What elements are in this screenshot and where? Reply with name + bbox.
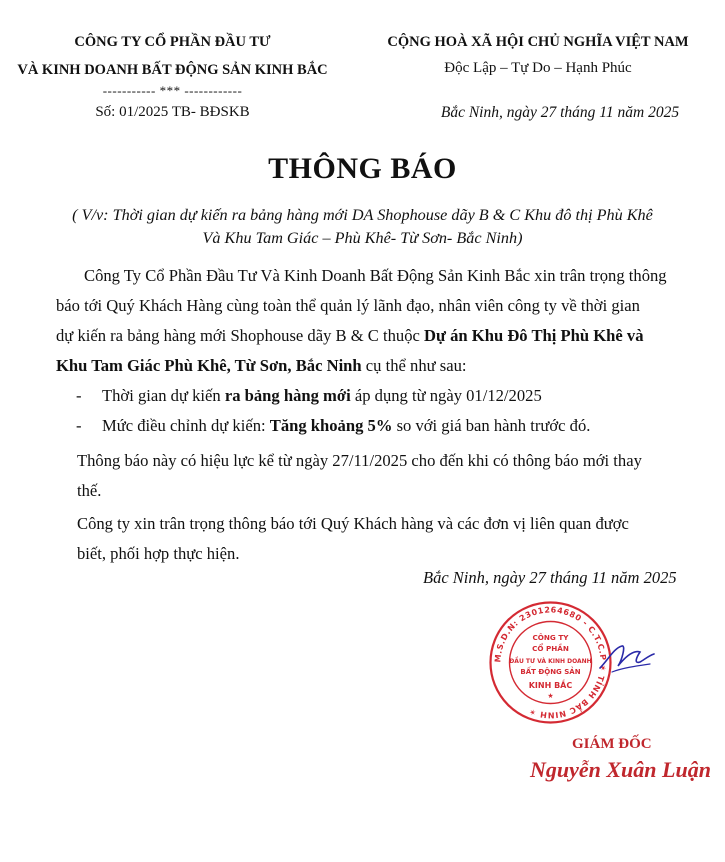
bullet-item-1 [102,381,542,411]
bullet1-text-c: áp dụng từ ngày 01/12/2025 [350,386,542,405]
intro-line4-text: cụ thể như sau: [361,356,467,375]
seal-ring-text: M.S.D.N: 2301264680 - C.T.C.P ✶ TỈNH BẮC NINH ✶ [493,605,608,720]
director-title: GIÁM ĐỐC [572,736,652,752]
bullet1-marker: - [76,386,82,405]
seal-line3: ĐẦU TƯ VÀ KINH DOANH [509,658,592,665]
intro-line4 [56,351,467,381]
bullet1-text-a: Thời gian dự kiến [102,386,225,405]
project-name-part1: Dự án Khu Đô Thị Phù Khê và [424,326,644,345]
intro-line2: báo tới Quý Khách Hàng cùng toàn thể quản lý lãnh đạo, nhân viên công ty về thời gian [56,296,640,315]
national-motto: Độc Lập – Tự Do – Hạnh Phúc [444,60,632,76]
bullet1-text-bold: ra bảng hàng mới [224,386,351,405]
intro-line3 [56,321,644,351]
signature-place-date: Bắc Ninh, ngày 27 tháng 11 năm 2025 [423,568,677,587]
seal-line5: KINH BẮC [528,681,573,690]
handwritten-signature-icon [596,638,656,678]
intro-line1: Công Ty Cổ Phần Đầu Tư Và Kinh Doanh Bất Động Sản Kinh Bắc xin trân trọng thông [84,266,667,285]
document-title: THÔNG BÁO [268,152,457,185]
director-name: Nguyễn Xuân Luận [530,757,711,782]
company-divider: ----------- *** ------------ [102,83,243,98]
seal-line1: CÔNG TY [532,633,569,642]
document-number: Số: 01/2025 TB- BĐSKB [95,104,250,120]
bullet2-text-c: so với giá ban hành trước đó. [392,416,591,435]
seal-star: ★ [547,692,554,700]
bullet2-text-bold: Tăng khoảng 5% [269,416,393,435]
bullet2-marker: - [76,416,82,435]
country-name: CỘNG HOÀ XÃ HỘI CHỦ NGHĨA VIỆT NAM [387,34,689,50]
company-seal-icon [488,600,613,725]
company-name-line2: VÀ KINH DOANH BẤT ĐỘNG SẢN KINH BẮC [17,62,328,78]
seal-line2: CỔ PHẦN [532,644,569,653]
subject-line1: ( V/v: Thời gian dự kiến ra bảng hàng mới DA Shophouse dãy B & C Khu đô thị Phù Khê [72,206,653,224]
company-name-line1: CÔNG TY CỔ PHẦN ĐẦU TƯ [74,34,271,50]
seal-line4: BẤT ĐỘNG SẢN [520,668,581,676]
closing-line2: biết, phối hợp thực hiện. [77,544,240,563]
closing-line1: Công ty xin trân trọng thông báo tới Quý Khách hàng và các đơn vị liên quan được [77,514,629,533]
project-name-part2: Khu Tam Giác Phù Khê, Từ Sơn, Bắc Ninh [56,356,362,375]
intro-line3-text: dự kiến ra bảng hàng mới Shophouse dãy B & C thuộc [56,326,425,345]
effect-line1: Thông báo này có hiệu lực kể từ ngày 27/11/2025 cho đến khi có thông báo mới thay [77,451,642,470]
effect-line2: thế. [77,481,102,500]
subject-line2: Và Khu Tam Giác – Phù Khê- Từ Sơn- Bắc Ninh) [202,229,523,247]
bullet-item-2 [102,411,590,441]
bullet2-text-a: Mức điều chỉnh dự kiến: [102,416,270,435]
header-place-date: Bắc Ninh, ngày 27 tháng 11 năm 2025 [440,104,680,121]
